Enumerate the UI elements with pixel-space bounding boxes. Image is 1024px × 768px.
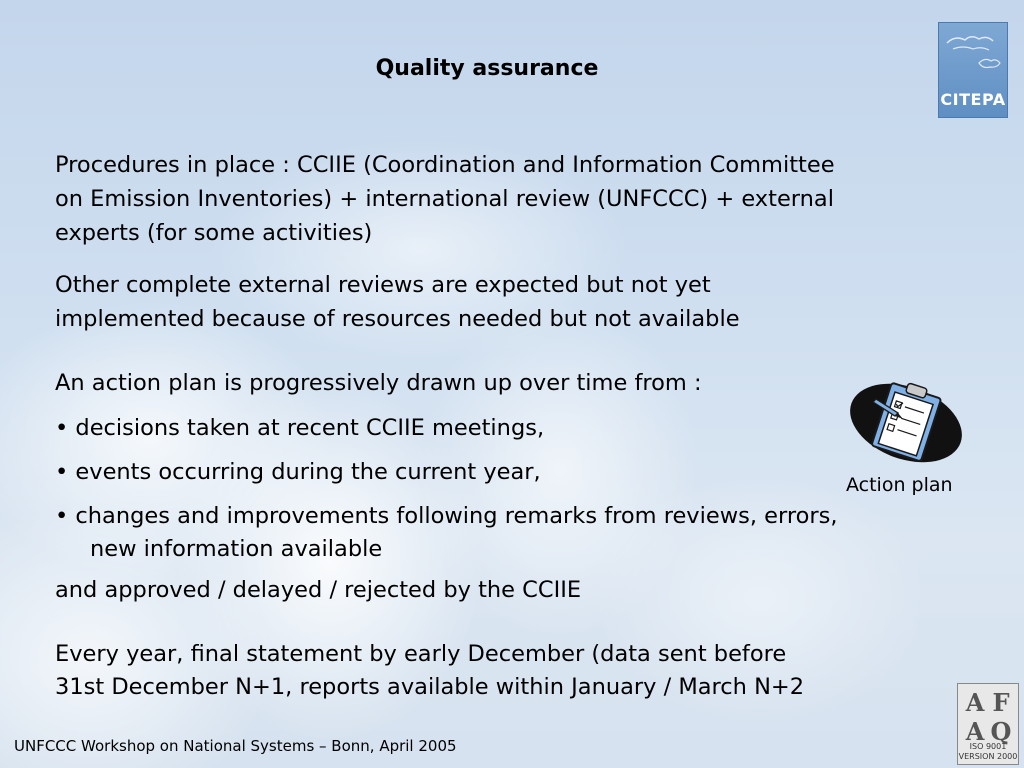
bullet-item [55, 500, 838, 566]
text-line: new information available [90, 536, 383, 562]
text-line: on Emission Inventories) + international review (UNFCCC) + external [55, 186, 834, 212]
afaq-letter: F [992, 688, 1010, 717]
afaq-letter: A [965, 688, 985, 717]
slide-title: Quality assurance [375, 56, 599, 81]
text-line: Procedures in place : CCIIE (Coordination and Information Committee [55, 152, 835, 178]
afaq-iso-text [958, 742, 1018, 762]
afaq-iso-label: ISO 9001 [969, 742, 1007, 751]
paragraph-every-year [55, 638, 804, 704]
afaq-letter: A [965, 717, 985, 746]
paragraph-action-plan [55, 366, 702, 400]
text-line: • changes and improvements following remarks from reviews, errors, [55, 503, 838, 529]
afaq-letter: Q [990, 717, 1012, 746]
bullet-item [55, 411, 544, 445]
text-line: 31st December N+1, reports available within January / March N+2 [55, 674, 805, 700]
paragraph-procedures [55, 148, 835, 250]
text-line: and approved / delayed / rejected by the CCIIE [55, 577, 582, 603]
text-line: • events occurring during the current year, [55, 459, 541, 485]
afaq-version-label: VERSION 2000 [958, 752, 1018, 761]
afaq-iso-logo [957, 683, 1019, 765]
bullet-item [55, 455, 541, 489]
text-line: • decisions taken at recent CCIIE meetings, [55, 415, 545, 441]
text-line: Every year, final statement by early December (data sent before [55, 641, 787, 667]
clipboard-checklist-icon [846, 373, 966, 473]
afaq-letters [962, 688, 1014, 746]
footer-text: UNFCCC Workshop on National Systems – Bonn, April 2005 [14, 737, 457, 755]
text-line: experts (for some activities) [55, 220, 373, 246]
paragraph-other-reviews [55, 268, 740, 336]
citepa-logo-text: CITEPA [940, 90, 1006, 109]
text-line: Other complete external reviews are expected but not yet [55, 272, 711, 298]
text-line: An action plan is progressively drawn up over time from : [55, 370, 702, 396]
paragraph-approval [55, 573, 581, 607]
text-line: implemented because of resources needed but not available [55, 306, 740, 332]
action-plan-caption: Action plan [846, 474, 953, 496]
